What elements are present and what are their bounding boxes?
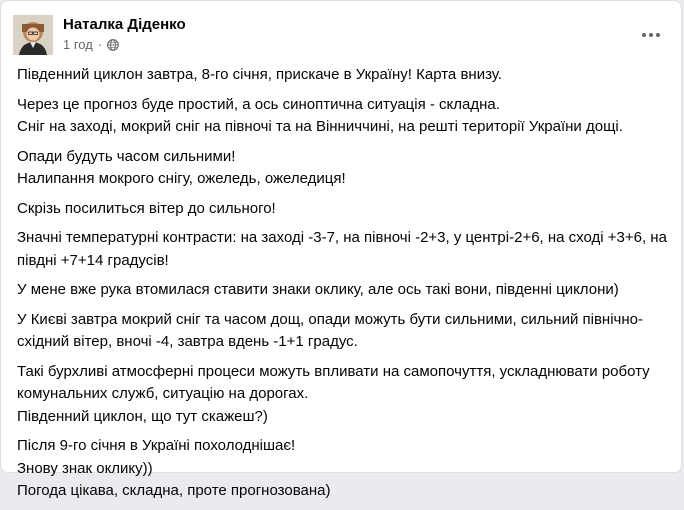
more-options-button[interactable]	[637, 21, 665, 49]
post-header	[13, 13, 669, 57]
author-name[interactable]: Наталка Діденко	[63, 16, 186, 33]
text-line: Після 9-го січня в Україні похолоднішає!	[17, 437, 296, 454]
text-line: півдні +7+14 градусів!	[17, 251, 169, 269]
paragraph	[17, 64, 677, 87]
avatar[interactable]	[13, 15, 53, 55]
paragraph	[17, 146, 677, 191]
text-line: Погода цікава, складна, проте прогнозована)	[17, 482, 331, 499]
text-line: Південний циклон завтра, 8-го січня, прискаче в Україну! Карта внизу.	[17, 66, 502, 83]
text-line: Скрізь посилиться вітер до сильного!	[17, 199, 276, 217]
text-line: Південний циклон, що тут скажеш?)	[17, 407, 268, 425]
post-text	[17, 64, 677, 510]
paragraph	[17, 198, 677, 221]
text-line: У Києві завтра мокрий сніг та часом дощ, опади можуть бути сильними, сильний північно-	[17, 310, 643, 328]
text-line: Опади будуть часом сильними!	[17, 147, 236, 165]
paragraph	[17, 361, 677, 429]
text-line: Такі бурхливі атмосферні процеси можуть впливати на самопочуття, ускладнювати роботу	[17, 362, 650, 380]
text-line: східний вітер, вночі -4, завтра вдень -1+1 градус.	[17, 333, 358, 350]
paragraph	[17, 279, 677, 302]
text-line: Налипання мокрого снігу, ожеледь, ожеледиця!	[17, 170, 346, 187]
paragraph	[17, 227, 677, 272]
paragraph	[17, 309, 677, 354]
globe-icon[interactable]	[107, 39, 119, 51]
text-line: У мене вже рука втомилася ставити знаки оклику, але ось такі вони, південні циклони)	[17, 281, 619, 298]
paragraph	[17, 435, 677, 503]
text-line: Через це прогноз буде простий, а ось синоптична ситуація - складна.	[17, 95, 500, 113]
paragraph	[17, 94, 677, 139]
meta-separator: ·	[97, 37, 103, 52]
text-line: Знову знак оклику))	[17, 459, 153, 477]
text-line: Значні температурні контрасти: на заході -3-7, на півночі -2+3, у центрі-2+6, на сході +3+6, на	[17, 229, 667, 246]
more-dots-icon	[641, 32, 661, 38]
post-time[interactable]: 1 год	[63, 37, 93, 52]
text-line: комунальних служб, ситуацію на дорогах.	[17, 385, 309, 402]
post-meta	[63, 37, 119, 52]
text-line: Сніг на заході, мокрий сніг на півночі та на Вінниччині, на решті території України дощі.	[17, 118, 623, 135]
